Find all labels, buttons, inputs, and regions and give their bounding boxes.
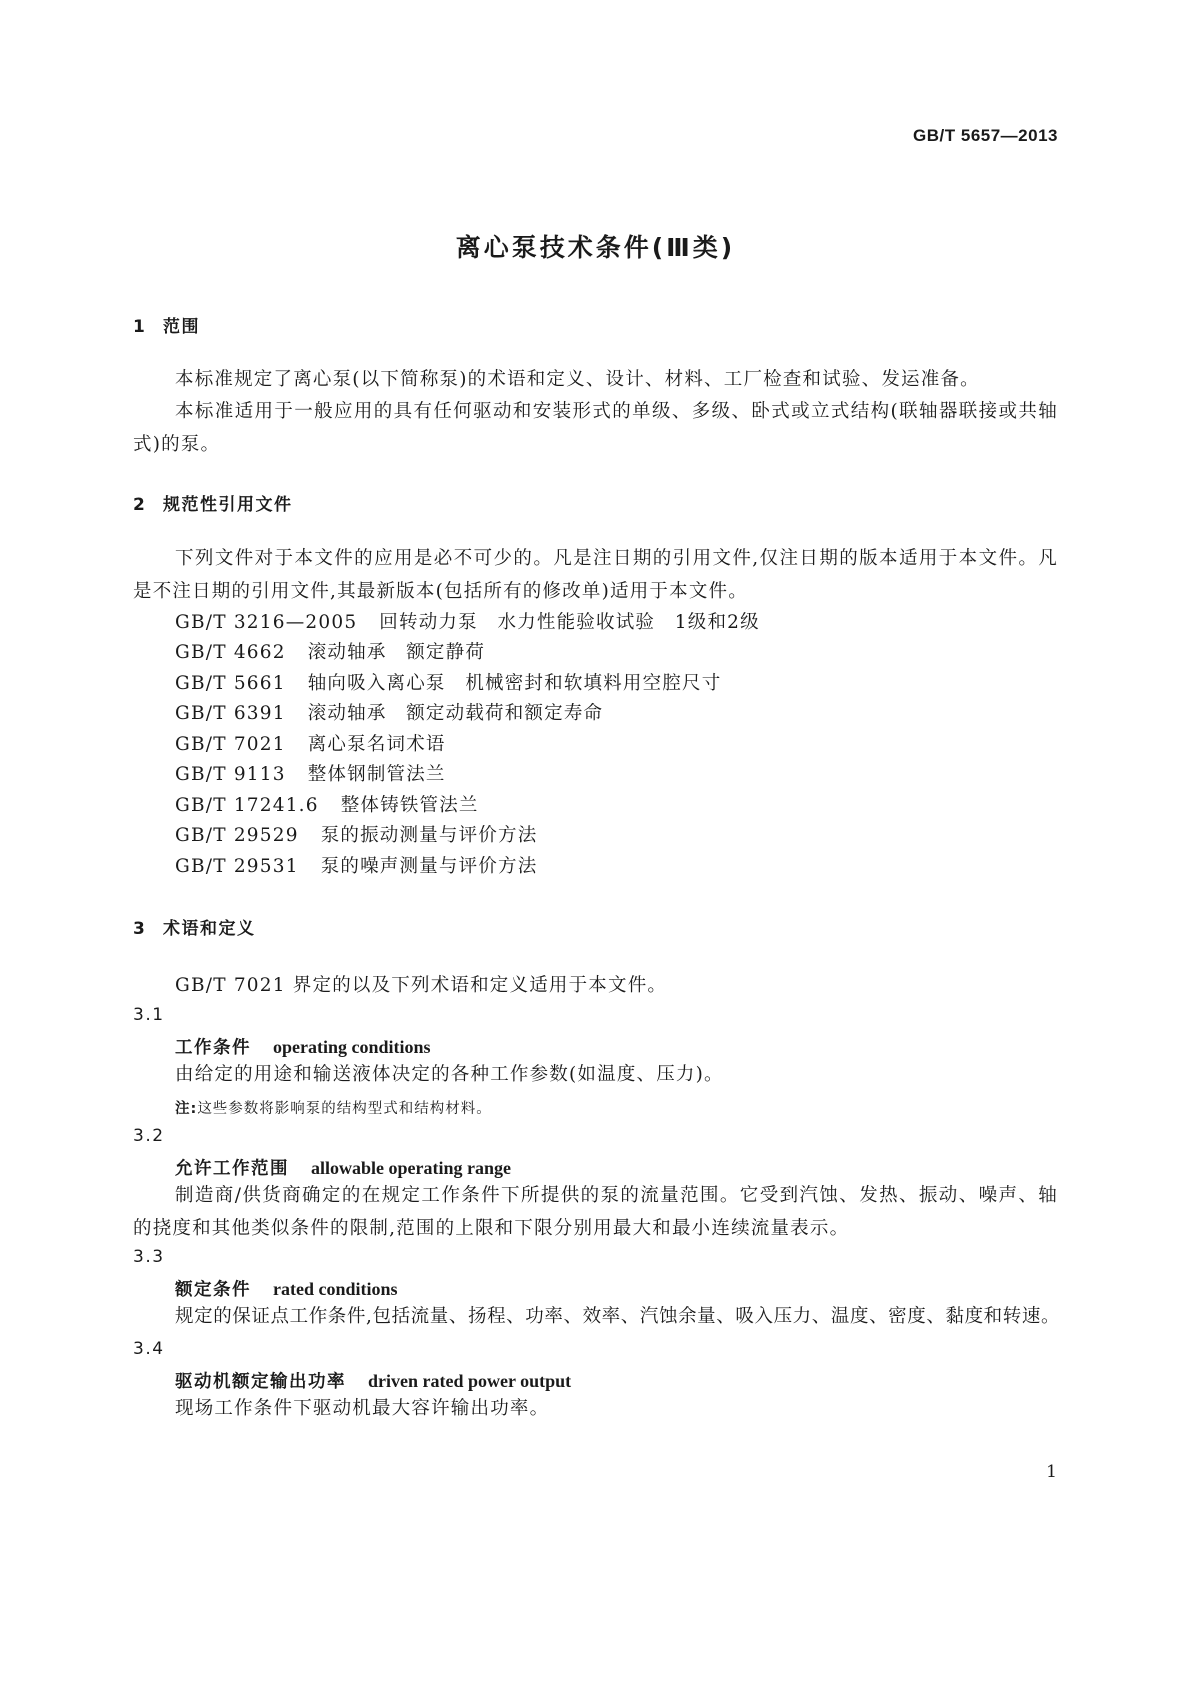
clause-number: 3.4 xyxy=(133,1339,165,1359)
section-title: 范围 xyxy=(163,317,200,337)
section-heading-terms-and-definitions xyxy=(133,914,256,939)
reference-title: 泵的噪声测量与评价方法 xyxy=(320,856,538,877)
standard-code: GB/T 5657—2013 xyxy=(913,126,1058,145)
clause-number: 3.3 xyxy=(133,1247,165,1267)
term-english: rated conditions xyxy=(273,1279,398,1299)
section-number: 3 xyxy=(133,919,147,939)
note-label: 注: xyxy=(175,1101,198,1117)
term-heading xyxy=(175,1155,511,1180)
section-number: 2 xyxy=(133,495,147,515)
terms-intro: GB/T 7021 界定的以及下列术语和定义适用于本文件。 xyxy=(175,975,668,996)
reference-title: 整体铸铁管法兰 xyxy=(340,795,479,816)
clause-number: 3.2 xyxy=(133,1126,165,1146)
reference-title: 回转动力泵 水力性能验收试验 1级和2级 xyxy=(379,612,760,633)
reference-item xyxy=(175,699,603,725)
reference-code: GB/T 9113 xyxy=(175,764,286,785)
term-heading xyxy=(175,1276,398,1301)
reference-item xyxy=(175,852,537,878)
reference-item xyxy=(175,791,479,817)
reference-item xyxy=(175,760,446,786)
term-english: driven rated power output xyxy=(368,1371,572,1391)
note-text: 这些参数将影响泵的结构型式和结构材料。 xyxy=(197,1101,492,1117)
reference-title: 泵的振动测量与评价方法 xyxy=(320,825,538,846)
reference-code: GB/T 17241.6 xyxy=(175,795,319,816)
clause-number: 3.1 xyxy=(133,1005,165,1025)
reference-code: GB/T 29531 xyxy=(175,856,299,877)
reference-title: 离心泵名词术语 xyxy=(307,734,446,755)
term-chinese: 额定条件 xyxy=(175,1280,251,1300)
term-definition: 现场工作条件下驱动机最大容许输出功率。 xyxy=(175,1398,550,1419)
document-title: 离心泵技术条件(Ⅲ类) xyxy=(455,233,736,262)
reference-item xyxy=(175,821,537,847)
term-chinese: 驱动机额定输出功率 xyxy=(175,1372,346,1392)
reference-title: 滚动轴承 额定动载荷和额定寿命 xyxy=(307,703,604,724)
term-heading xyxy=(175,1368,571,1393)
normative-references-intro: 下列文件对于本文件的应用是必不可少的。凡是注日期的引用文件,仅注日期的版本适用于本文件。凡是不注日期的引用文件,其最新版本(包括所有的修改单)适用于本文件。 xyxy=(133,548,1058,602)
reference-item xyxy=(175,608,760,634)
reference-item xyxy=(175,730,446,756)
reference-item xyxy=(175,669,721,695)
term-definition: 制造商/供货商确定的在规定工作条件下所提供的泵的流量范围。它受到汽蚀、发热、振动、噪声、轴的挠度和其他类似条件的限制,范围的上限和下限分别用最大和最小连续流量表示。 xyxy=(133,1185,1058,1239)
term-note xyxy=(175,1097,492,1118)
term-heading xyxy=(175,1034,431,1059)
reference-code: GB/T 5661 xyxy=(175,673,286,694)
term-chinese: 允许工作范围 xyxy=(175,1159,289,1179)
scope-paragraph-2: 本标准适用于一般应用的具有任何驱动和安装形式的单级、多级、卧式或立式结构(联轴器联接或共轴式)的泵。 xyxy=(133,401,1058,455)
reference-item xyxy=(175,638,485,664)
reference-code: GB/T 6391 xyxy=(175,703,286,724)
reference-title: 滚动轴承 额定静荷 xyxy=(307,642,486,663)
reference-code: GB/T 3216—2005 xyxy=(175,612,358,633)
scope-paragraph-1: 本标准规定了离心泵(以下简称泵)的术语和定义、设计、材料、工厂检查和试验、发运准备。 xyxy=(175,369,980,390)
term-chinese: 工作条件 xyxy=(175,1038,251,1058)
section-title: 术语和定义 xyxy=(163,919,256,939)
section-heading-normative-references xyxy=(133,490,293,515)
term-english: operating conditions xyxy=(273,1037,431,1057)
reference-code: GB/T 4662 xyxy=(175,642,286,663)
term-definition: 规定的保证点工作条件,包括流量、扬程、功率、效率、汽蚀余量、吸入压力、温度、密度、黏度和转速。 xyxy=(175,1306,1061,1327)
reference-code: GB/T 29529 xyxy=(175,825,299,846)
term-definition: 由给定的用途和输送液体决定的各种工作参数(如温度、压力)。 xyxy=(175,1064,724,1085)
term-english: allowable operating range xyxy=(311,1158,511,1178)
reference-title: 轴向吸入离心泵 机械密封和软填料用空腔尺寸 xyxy=(307,673,722,694)
reference-title: 整体钢制管法兰 xyxy=(307,764,446,785)
section-heading-scope xyxy=(133,312,200,337)
section-number: 1 xyxy=(133,317,147,337)
reference-code: GB/T 7021 xyxy=(175,734,286,755)
page-number: 1 xyxy=(1046,1462,1057,1482)
section-title: 规范性引用文件 xyxy=(163,495,293,515)
